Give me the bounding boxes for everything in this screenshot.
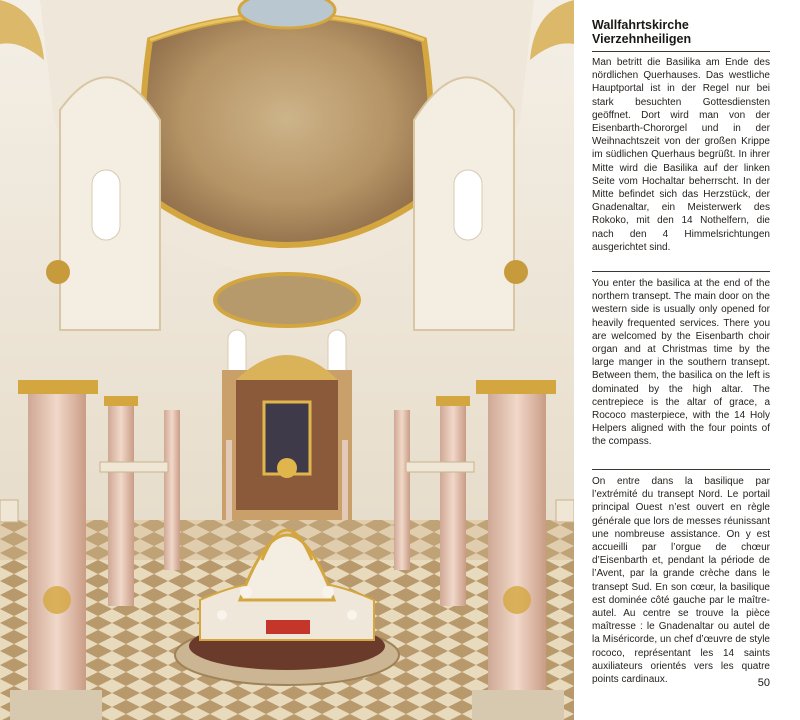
divider-french (592, 469, 770, 470)
paragraph-german: Man betritt die Basilika am Ende des nördlichen Querhauses. Das westliche Hauptportal ist in der Regel nur bei stark besuchten Gottesdiensten geöffnet. Dort wird man von der Eisenbarth-Chororgel und in der Weihnachtszeit von der großen Krippe im südlichen Querhaus begrüßt. In ihrer Mitte wird die Basilika auf der linken Seite vom Hochaltar beherrscht. In der Mitte befindet sich das Herzstück, der Gnadenaltar, ein Meisterwerk des Rokoko, mit den 14 Nothelfern, die nach den 4 Himmelsrichtungen ausgerichtet sind. (592, 57, 770, 253)
ceiling-fresco (143, 15, 431, 245)
paragraph-english: You enter the basilica at the end of the northern transept. The main door on the western side is usually only opened for heavily frequented services. There you are welcomed by the Eisenbarth choir organ and at Christmas time by the large manger in the southern transept. Between them, the basilica on the left is dominated by the high altar. The centrepiece is the altar of grace, a Rococo masterpiece, with the 14 Holy Helpers aligned with the four points of the compass. (592, 278, 770, 448)
article-title: Wallfahrtskirche Vierzehnheiligen (592, 18, 692, 46)
paragraph-french: On entre dans la basilique par l’extrémité du transept Nord. Le portail principal Ouest n’est ouvert en règle générale que lors de messes réunissant une nombreuse assistance. On y est accueilli par l’orgue de chœur d’Eisenbarth et, pendant la période de l’Avent, par la grande crèche dans le transept Sud. En son cœur, la basilique est dominée côté gauche par le maître-autel. Au centre se trouve la pièce maîtresse : le Gnadenaltar ou autel de la Miséricorde, un chef d’œuvre de style rococo, représentant les 14 saints auxiliateurs orientés vers les quatre points cardinaux. (592, 476, 770, 686)
page-number: 50 (757, 677, 770, 689)
title-divider (592, 51, 770, 52)
divider-english (592, 271, 770, 272)
rear-fresco (215, 274, 359, 326)
ceiling-cartouche (239, 0, 335, 28)
high-altar (222, 355, 352, 520)
